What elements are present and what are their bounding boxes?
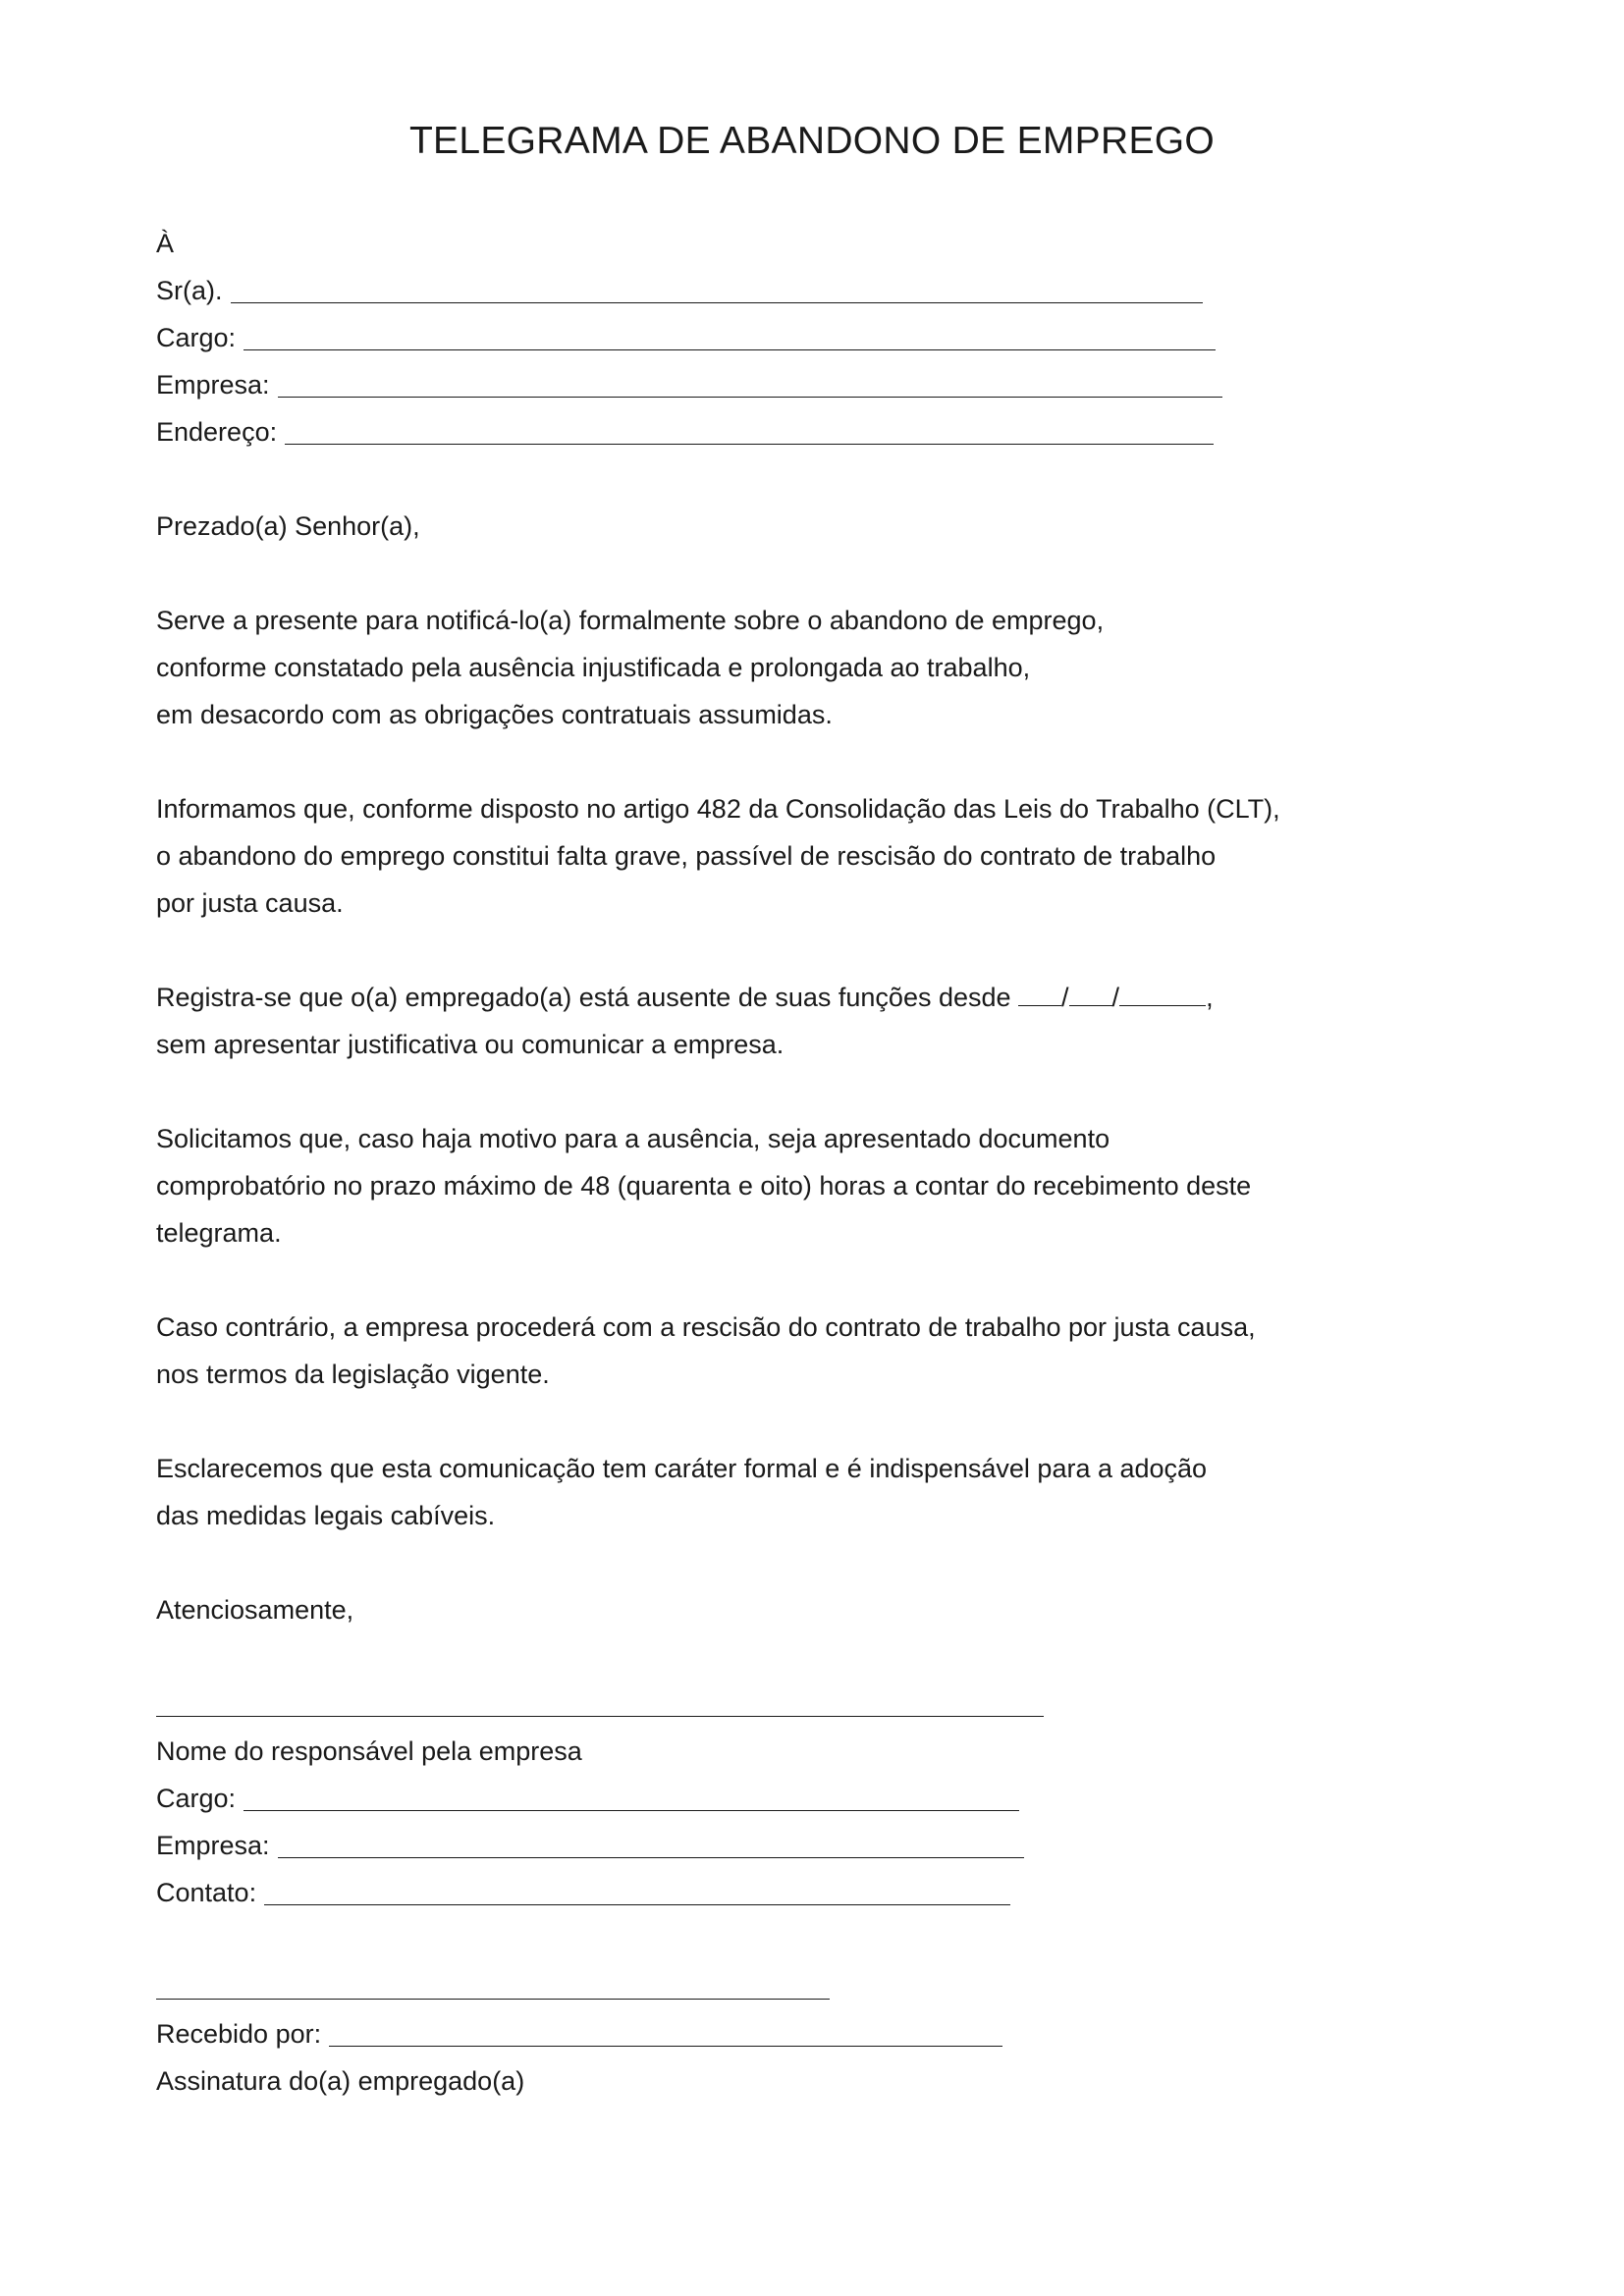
date-separator: / (1111, 983, 1120, 1012)
paragraph-line: nos termos da legislação vigente. (156, 1360, 550, 1389)
sender-company-line (156, 1822, 1531, 1869)
paragraph-notice (156, 597, 1531, 738)
recipient-company-field[interactable] (278, 387, 1222, 398)
employee-signature-line (156, 1963, 1531, 2010)
document-body (156, 220, 1531, 2105)
paragraph-line: Informamos que, conforme disposto no artigo 482 da Consolidação das Leis do Trabalho (CLT), (156, 794, 1280, 824)
recipient-address-field[interactable] (285, 434, 1214, 445)
sender-role-line (156, 1775, 1531, 1822)
paragraph-absence (156, 974, 1531, 1068)
recipient-role-label: Cargo: (156, 323, 237, 352)
date-separator: / (1061, 983, 1069, 1012)
sender-signature-field[interactable] (156, 1706, 1044, 1717)
absence-month-field[interactable] (1069, 995, 1112, 1006)
paragraph-line: das medidas legais cabíveis. (156, 1501, 496, 1530)
employee-signature-field[interactable] (156, 1989, 830, 2000)
closing: Atenciosamente, (156, 1595, 354, 1625)
paragraph-request (156, 1115, 1531, 1256)
recipient-company-line (156, 361, 1531, 408)
paragraph-clarification (156, 1445, 1531, 1539)
absence-suffix: , (1206, 983, 1214, 1012)
sender-contact-field[interactable] (264, 1895, 1010, 1905)
sender-role-field[interactable] (244, 1800, 1019, 1811)
paragraph-line: o abandono do emprego constitui falta grave, passível de rescisão do contrato de trabalho (156, 841, 1217, 871)
recipient-address-label: Endereço: (156, 417, 278, 447)
sender-contact-label: Contato: (156, 1878, 257, 1907)
recipient-to (156, 220, 1531, 267)
paragraph-line: Esclarecemos que esta comunicação tem caráter formal e é indispensável para a adoção (156, 1454, 1208, 1483)
sender-name-caption: Nome do responsável pela empresa (156, 1736, 582, 1766)
paragraph-line: conforme constatado pela ausência injustificada e prolongada ao trabalho, (156, 653, 1031, 682)
salutation: Prezado(a) Senhor(a), (156, 511, 420, 541)
paragraph-line: Solicitamos que, caso haja motivo para a ausência, seja apresentado documento (156, 1124, 1110, 1153)
absence-prefix: Registra-se que o(a) empregado(a) está ausente de suas funções desde (156, 983, 1019, 1012)
sender-company-label: Empresa: (156, 1831, 270, 1860)
document-title: TELEGRAMA DE ABANDONO DE EMPREGO (408, 120, 1216, 162)
absence-date-line (156, 974, 1531, 1021)
paragraph-line: comprobatório no prazo máximo de 48 (quarenta e oito) horas a contar do recebimento deste (156, 1171, 1252, 1201)
sender-role-label: Cargo: (156, 1784, 237, 1813)
recipient-company-label: Empresa: (156, 370, 270, 400)
recipient-to-label: À (156, 229, 175, 258)
recipient-name-label: Sr(a). (156, 276, 223, 305)
sender-company-field[interactable] (278, 1847, 1024, 1858)
absence-day-field[interactable] (1018, 995, 1061, 1006)
sender-signature-line (156, 1681, 1531, 1728)
paragraph-line: sem apresentar justificativa ou comunicar a empresa. (156, 1030, 785, 1059)
recipient-name-field[interactable] (231, 293, 1203, 303)
recipient-role-field[interactable] (244, 340, 1216, 350)
paragraph-line: Caso contrário, a empresa procederá com a rescisão do contrato de trabalho por justa causa, (156, 1312, 1256, 1342)
recipient-role-line (156, 314, 1531, 361)
paragraph-clt (156, 785, 1531, 927)
paragraph-line: Serve a presente para notificá-lo(a) formalmente sobre o abandono de emprego, (156, 606, 1105, 635)
paragraph-line: em desacordo com as obrigações contratuais assumidas. (156, 700, 833, 729)
paragraph-line: telegrama. (156, 1218, 282, 1248)
recipient-address-line (156, 408, 1531, 455)
absence-year-field[interactable] (1119, 995, 1206, 1006)
paragraph-line: por justa causa. (156, 888, 344, 918)
recipient-name-line (156, 267, 1531, 314)
sender-contact-line (156, 1869, 1531, 1916)
employee-signature-caption: Assinatura do(a) empregado(a) (156, 2066, 525, 2096)
received-by-field[interactable] (329, 2036, 1002, 2047)
received-by-line (156, 2010, 1531, 2057)
paragraph-consequence (156, 1304, 1531, 1398)
received-by-label: Recebido por: (156, 2019, 322, 2049)
